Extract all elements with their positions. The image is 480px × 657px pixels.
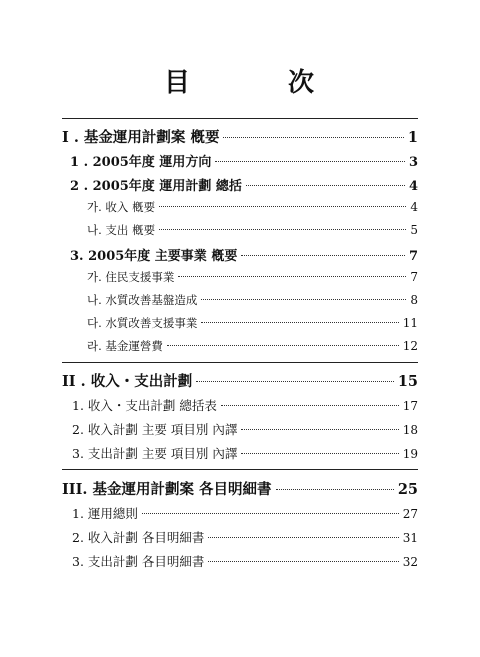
toc-entry-label: 나. 水質改善基盤造成 (87, 293, 198, 307)
dot-leader (208, 561, 398, 562)
toc-entry-2-1[interactable] (62, 396, 418, 414)
dot-leader (276, 489, 394, 490)
toc-entry-1-2[interactable] (62, 175, 418, 194)
toc-entry-label: 1 . 2005年度 運用方向 (70, 155, 212, 170)
toc-entry-1-3-da[interactable] (62, 315, 418, 331)
toc-entry-1-3-ga[interactable] (62, 269, 418, 285)
dot-leader (208, 537, 398, 538)
dot-leader (215, 161, 405, 162)
toc-entry-1-2-ga[interactable] (62, 199, 418, 215)
toc-entry-label: 가. 住民支援事業 (87, 270, 175, 284)
dot-leader (142, 513, 399, 514)
title-char-right: 次 (288, 68, 317, 98)
toc-entry-page: 19 (402, 447, 418, 461)
toc-entry-page: 7 (410, 270, 418, 284)
toc-entry-label: 2. 收入計劃 主要 項目別 內譯 (72, 422, 238, 437)
toc-entry-page: 4 (410, 200, 418, 214)
dot-leader (246, 185, 405, 186)
toc-entry-page: 18 (402, 423, 418, 437)
toc-entry-1-2-na[interactable] (62, 222, 418, 238)
dot-leader (241, 255, 405, 256)
toc-entry-label: 1. 運用總則 (72, 506, 138, 521)
toc-entry-section-3[interactable] (62, 478, 418, 499)
dot-leader (221, 405, 399, 406)
toc-entry-page: 15 (397, 373, 418, 390)
dot-leader (196, 381, 394, 382)
toc-entry-label: 다. 水質改善支援事業 (87, 316, 198, 330)
dot-leader (159, 206, 406, 207)
section-divider (62, 362, 418, 363)
toc-entry-page: 11 (402, 316, 418, 330)
dot-leader (201, 299, 406, 300)
toc-entry-section-2[interactable] (62, 370, 418, 391)
toc-entry-2-3[interactable] (62, 444, 418, 462)
dot-leader (201, 322, 398, 323)
dot-leader (178, 276, 406, 277)
toc-entry-page: 3 (408, 155, 418, 170)
toc-entry-page: 32 (402, 555, 418, 569)
toc-entry-label: II . 收入・支出計劃 (62, 373, 193, 390)
toc-entry-1-3-ra[interactable] (62, 338, 418, 354)
toc-entry-page: 5 (410, 223, 418, 237)
page-title (0, 62, 480, 99)
toc-entry-page: 31 (402, 531, 418, 545)
dot-leader (241, 453, 398, 454)
toc-entry-page: 1 (407, 129, 418, 146)
toc-entry-label: I . 基金運用計劃案 槪要 (62, 129, 220, 146)
dot-leader (159, 229, 406, 230)
toc-entry-page: 27 (402, 507, 418, 521)
toc-entry-page: 25 (397, 481, 418, 498)
toc-entry-label: 2 . 2005年度 運用計劃 總括 (70, 179, 242, 194)
toc-entry-label: 라. 基金運營費 (87, 339, 163, 353)
title-char-left: 目 (163, 68, 192, 98)
toc-entry-1-1[interactable] (62, 151, 418, 170)
toc-entry-section-1[interactable] (62, 126, 418, 147)
toc-entry-label: 1. 收入・支出計劃 總括表 (72, 398, 217, 413)
dot-leader (223, 137, 403, 138)
toc-entry-2-2[interactable] (62, 420, 418, 438)
toc-entry-label: III. 基金運用計劃案 各目明細書 (62, 481, 272, 498)
toc-entry-page: 7 (408, 249, 418, 264)
toc-entry-page: 12 (402, 339, 418, 353)
toc-entry-page: 8 (410, 293, 418, 307)
section-divider (62, 469, 418, 470)
toc-entry-page: 4 (408, 179, 418, 194)
toc-entry-page: 17 (402, 399, 418, 413)
toc-entry-label: 나. 支出 槪要 (87, 223, 156, 237)
toc-entry-label: 2. 收入計劃 各目明細書 (72, 530, 205, 545)
toc-entry-label: 3. 支出計劃 主要 項目別 內譯 (72, 446, 238, 461)
toc-entry-1-3[interactable] (62, 245, 418, 264)
toc-entry-3-1[interactable] (62, 504, 418, 522)
toc-entry-label: 가. 收入 槪要 (87, 200, 156, 214)
dot-leader (241, 429, 398, 430)
section-divider (62, 118, 418, 119)
toc-entry-1-3-na[interactable] (62, 292, 418, 308)
dot-leader (167, 345, 399, 346)
toc-entry-label: 3. 支出計劃 各目明細書 (72, 554, 205, 569)
toc-entry-3-2[interactable] (62, 528, 418, 546)
toc-entry-label: 3. 2005年度 主要事業 槪要 (70, 249, 238, 264)
toc-entry-3-3[interactable] (62, 552, 418, 570)
